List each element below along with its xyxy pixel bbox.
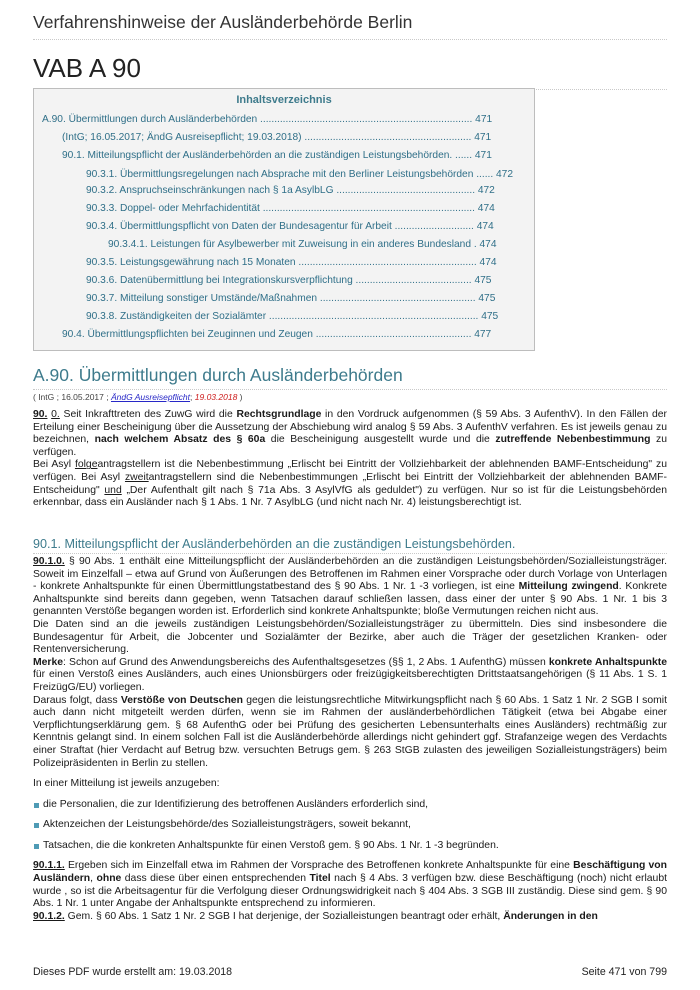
running-header: Verfahrenshinweise der Ausländerbehörde Berlin: [33, 12, 667, 40]
toc-entry[interactable]: 90.4. Übermittlungspflichten bei Zeuginnen und Zeugen ....................................................... 477: [62, 329, 492, 340]
list-item: Aktenzeichen der Leistungsbehörde/des Sozialleistungsträgers, soweit bekannt,: [33, 819, 667, 832]
toc-entry[interactable]: 90.1. Mitteilungspflicht der Ausländerbehörden an die zuständigen Leistungsbehörden. ...... 471: [62, 150, 492, 161]
section-heading-a90: A.90. Übermittlungen durch Ausländerbehörden: [33, 365, 667, 390]
footer-page-number: Seite 471 von 799: [581, 966, 667, 978]
toc-entry[interactable]: 90.3.6. Datenübermittlung bei Integrationskursverpflichtung ......................................... 475: [86, 275, 492, 286]
toc-entry[interactable]: 90.3.2. Anspruchseinschränkungen nach § 1a AsylbLG ................................................. 472: [86, 185, 495, 196]
toc-entry[interactable]: A.90. Übermittlungen durch Ausländerbehörden ........................................................................... 471: [42, 114, 493, 125]
section-a90-body: [33, 409, 667, 510]
paragraph-90-1-0: 90.1.0. § 90 Abs. 1 enthält eine Mitteilungspflicht der Ausländerbehörden an die zuständigen Leistungsbehörden/Sozialleistungsträger. Soweit im Einzelfall – etwa auf Grund von Äußerungen des Betroffenen im Rahmen einer Vorsprache oder durch Vorlage von Unterlagen - konkrete Anhaltspunkte für einen Übermittlungstatbestand des § 90 Abs. 1 Nr. 1 -3 vorliegen, ist eine Mitteilung zwingend. Konkrete Anhaltspunkte sind bereits dann gegeben, wenn Tatsachen darauf schließen lassen, dass einer der unter § 90 Abs. 1 Nr. 1 bis 3 genannten Verstöße begangen worden ist. Erforderlich sind konkrete Anhaltspunkte; bloße Vermutungen reichen nicht aus.: [33, 556, 667, 618]
paragraph-asyl: Bei Asyl folgeantragstellern ist die Nebenbestimmung „Erlischt bei Eintritt der Vollziehbarkeit der ablehnenden BAMF-Entscheidung" zu verfügen. Bei Asyl zweitantragstellern sind die Nebenbestimmungen „Erlischt bei Eintritt der Vollziehbarkeit der ablehnenden BAMF-Entscheidung" und „Der Aufenthalt gilt nach § 71a Abs. 3 AsylVfG als geduldet") zu verfügen. Nur so ist für die Leistungsbehörden erkennbar, dass ein Ausländer nach § 1 Abs. 1 Nr. 7 AsylbLG (und nicht nach Nr. 4) leistungsberechtigt ist.: [33, 459, 667, 509]
page-title: VAB A 90: [33, 53, 667, 90]
paragraph-90-0: 90. 0. Seit Inkrafttreten des ZuwG wird die Rechtsgrundlage in den Vordruck aufgenommen (§ 59 Abs. 3 AufenthV). In den Fällen der Erteilung einer Bescheinigung über die Aussetzung der Abschiebung wird analog § 59 Abs. 3 AufenthV verfahren. Es ist jeweils genau zu bezeichnen, nach welchem Absatz des § 60a die Bescheinigung ausgestellt wurde und die zutreffende Nebenbestimmung zu verfügen.: [33, 409, 668, 458]
toc-entry[interactable]: 90.3.7. Mitteilung sonstiger Umstände/Maßnahmen ....................................................... 475: [86, 293, 496, 304]
amendment-link[interactable]: ÄndG Ausreisepflicht: [110, 392, 191, 402]
paragraph-90-1-1: 90.1.1. Ergeben sich im Einzelfall etwa im Rahmen der Vorsprache des Betroffenen konkrete Anhaltspunkte für eine Beschäftigung von Ausländern, ohne dass diese über einen entsprechenden Titel nach § 4 Abs. 3 verfügen bzw. diese Beschäftigung (noch) nicht erlaubt wurde , so ist die Arbeitsagentur für die Verfolgung dieser Ordnungswidrigkeit nach § 404 Abs. 3 SGB III zuständig. Diese sind gem. § 90 Abs. 1 Nr. 1 unter Angabe der Anhaltspunkte entsprechend zu informieren.: [33, 860, 668, 910]
toc-entry[interactable]: 90.3.8. Zuständigkeiten der Sozialämter .......................................................................... 475: [86, 311, 499, 322]
table-of-contents: [33, 88, 535, 351]
paragraph-daten: Die Daten sind an die jeweils zuständigen Leistungsbehörden/Sozialleistungsträger zu übermitteln. Dies sind insbesondere die Bundesagentur für Arbeit, die Jobcenter und Sozialämter der Bezirke, aber auch die Träger der gesetzlichen Kranken- oder Rentenversicherung.: [33, 618, 667, 656]
toc-entry[interactable]: 90.3.1. Übermittlungsregelungen nach Absprache mit den Berliner Leistungsbehörden ...... 472: [86, 169, 514, 180]
toc-entry[interactable]: (IntG; 16.05.2017; ÄndG Ausreisepflicht; 19.03.2018) ........................................................... 471: [62, 132, 492, 143]
section-heading-90-1: 90.1. Mitteilungspflicht der Ausländerbehörden an die zuständigen Leistungsbehörden.: [33, 537, 667, 554]
amendment-note: ( IntG ; 16.05.2017 ; ÄndG Ausreisepflicht; 19.03.2018 ): [33, 392, 243, 402]
list-item: die Personalien, die zur Identifizierung des betroffenen Ausländers erforderlich sind,: [33, 799, 667, 812]
toc-entry[interactable]: 90.3.3. Doppel- oder Mehrfachidentität ........................................................................... 474: [86, 203, 495, 214]
section-90-1-body: [33, 556, 667, 923]
footer-created-date: Dieses PDF wurde erstellt am: 19.03.2018: [33, 966, 233, 978]
toc-entry[interactable]: 90.3.5. Leistungsgewährung nach 15 Monaten ............................................................... 474: [86, 257, 497, 268]
paragraph-merke: Merke: Schon auf Grund des Anwendungsbereichs des Aufenthaltsgesetzes (§§ 1, 2 Abs. 1 AufenthG) müssen konkrete Anhaltspunkte für einen Verstoß eines Ausländers, auch eines Unionsbürgers oder freizügigkeitsberechtigten Drittstaatsangehörigen (§ 11 Abs. 1 S. 1 FreizügG/EU) vorliegen.: [33, 656, 667, 693]
amendment-date: 19.03.2018: [194, 392, 238, 402]
paragraph-mitteilung: In einer Mitteilung ist jeweils anzugeben:: [33, 778, 220, 790]
paragraph-90-1-2: 90.1.2. Gem. § 60 Abs. 1 Satz 1 Nr. 2 SGB I hat derjenige, der Sozialleistungen beantragt oder erhält, Änderungen in den: [33, 910, 598, 922]
paragraph-deutsche: Daraus folgt, dass Verstöße von Deutschen gegen die leistungsrechtliche Mitwirkungspflicht nach § 60 Abs. 1 Satz 1 Nr. 2 SGB I somit auch dann nicht mitgeteilt werden dürfen, wenn sie im Rahmen der ausländerbehördlichen Tätigkeit (etwa bei Abgabe einer Verpflichtungserklärung gem. § 68 AufenthG oder bei Prüfung des gesicherten Lebensunterhalts eines Ausländers) rechtmäßig zur Kenntnis gelangt sind. In einem solchen Fall ist die Ausländerbehörde allerdings nicht gehindert ggf. Strafanzeige wegen des Verdachts einer Straftat (hier Verdacht auf Betrug bzw. versuchten Betrugs gem. § 263 StGB zulasten des jeweiligen Sozialleistungsträgers) beim Polizeipräsidenten in Berlin zu stellen.: [33, 694, 667, 769]
toc-entry[interactable]: 90.3.4.1. Leistungen für Asylbewerber mit Zuweisung in ein anderes Bundesland . 474: [108, 239, 497, 250]
toc-entry[interactable]: 90.3.4. Übermittlungspflicht von Daten der Bundesagentur für Arbeit ............................ 474: [86, 221, 494, 232]
toc-title: Inhaltsverzeichnis: [236, 94, 332, 106]
list-item: Tatsachen, die die konkreten Anhaltspunkte für einen Verstoß gem. § 90 Abs. 1 Nr. 1 -3 begründen.: [33, 840, 667, 853]
